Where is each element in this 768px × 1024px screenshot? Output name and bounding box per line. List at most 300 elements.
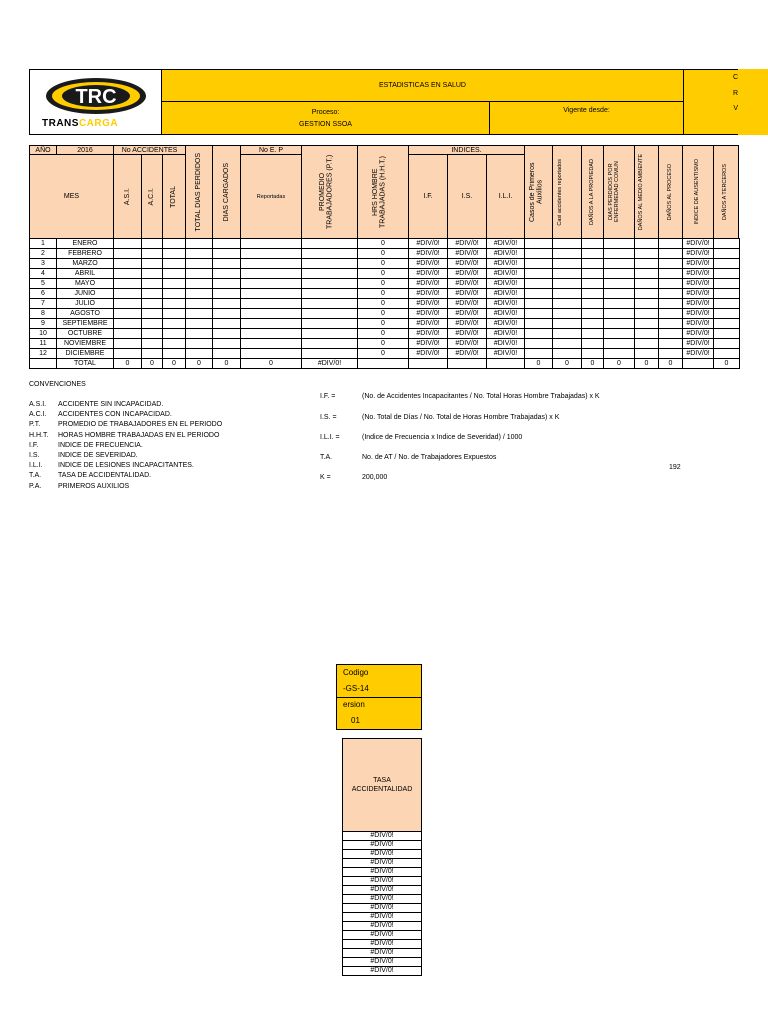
convention-key: H.H.T.	[29, 431, 49, 439]
aci-header: A.C.I.	[141, 154, 163, 239]
tasa-value: #DIV/0!	[343, 967, 422, 976]
row-ili: #DIV/0!	[487, 319, 525, 329]
tasa-row	[343, 967, 422, 976]
empty-cell	[582, 259, 604, 269]
empty-cell	[241, 249, 302, 259]
empty-cell	[659, 319, 683, 329]
empty-cell	[714, 269, 740, 279]
formula-key: K =	[320, 474, 331, 481]
empty-cell	[241, 269, 302, 279]
row-ausentismo: #DIV/0!	[683, 339, 714, 349]
convention-value: HORAS HOMBRE TRABAJADAS EN EL PERIODO	[58, 431, 220, 439]
convention-value: INDICE DE SEVERIDAD.	[58, 452, 138, 459]
convention-key: P.A.	[29, 482, 42, 490]
total-rep: 0	[241, 359, 302, 369]
total-aci: 0	[142, 359, 163, 369]
version-label: ersion	[343, 700, 365, 709]
row-month: SEPTIEMBRE	[57, 319, 114, 329]
row-ausentismo: #DIV/0!	[683, 349, 714, 359]
row-if: #DIV/0!	[409, 299, 448, 309]
ano-label: AÑO	[29, 145, 57, 155]
empty-cell	[213, 279, 241, 289]
empty-cell	[553, 259, 582, 269]
danos-terceros-header: DAÑOS A TERCEROS	[713, 145, 739, 239]
row-ili: #DIV/0!	[487, 289, 525, 299]
table-row	[30, 339, 740, 349]
formula-value: (No. Total de Días / No. Total de Horas Hombre Trabajadas) x K	[362, 414, 560, 421]
tasa-row	[343, 922, 422, 931]
row-number: 8	[30, 309, 57, 319]
table-row	[30, 239, 740, 249]
empty-cell	[186, 289, 213, 299]
tasa-row	[343, 841, 422, 850]
tasa-row	[343, 949, 422, 958]
empty-cell	[114, 289, 142, 299]
row-month: AGOSTO	[57, 309, 114, 319]
row-is: #DIV/0!	[448, 319, 487, 329]
empty-cell	[241, 289, 302, 299]
empty-cell	[302, 329, 358, 339]
empty-cell	[142, 299, 163, 309]
tasa-row	[343, 868, 422, 877]
table-row	[30, 249, 740, 259]
table-row	[30, 349, 740, 359]
tasa-value: #DIV/0!	[343, 868, 422, 877]
empty-cell	[241, 279, 302, 289]
row-hht: 0	[358, 299, 409, 309]
row-hht: 0	[358, 239, 409, 249]
table-row	[30, 319, 740, 329]
row-number: 11	[30, 339, 57, 349]
empty-cell	[553, 309, 582, 319]
empty-cell	[553, 329, 582, 339]
empty-cell	[163, 239, 186, 249]
empty-cell	[142, 269, 163, 279]
tasa-value: #DIV/0!	[343, 958, 422, 967]
row-hht: 0	[358, 249, 409, 259]
empty-cell	[186, 299, 213, 309]
empty-cell	[302, 239, 358, 249]
empty-cell	[525, 269, 553, 279]
convention-value: PROMEDIO DE TRABAJADORES EN EL PERIODO	[58, 421, 223, 429]
row-hht: 0	[358, 289, 409, 299]
empty-cell	[213, 309, 241, 319]
empty-cell	[604, 309, 635, 319]
stats-table-body	[29, 238, 740, 369]
empty-cell	[582, 329, 604, 339]
empty-cell	[714, 299, 740, 309]
row-hht: 0	[358, 259, 409, 269]
tasa-value: #DIV/0!	[343, 913, 422, 922]
row-is: #DIV/0!	[448, 309, 487, 319]
empty-cell	[659, 259, 683, 269]
no-ep-header: No E. P	[240, 145, 302, 155]
empty-cell	[241, 339, 302, 349]
right-c: C	[732, 74, 738, 81]
empty-cell	[142, 349, 163, 359]
empty-cell	[525, 319, 553, 329]
empty-cell	[213, 289, 241, 299]
row-is: #DIV/0!	[448, 349, 487, 359]
empty-cell	[114, 309, 142, 319]
row-if: #DIV/0!	[409, 329, 448, 339]
row-month: JUNIO	[57, 289, 114, 299]
empty-cell	[142, 279, 163, 289]
tasa-row	[343, 904, 422, 913]
empty-cell	[114, 249, 142, 259]
row-month: FEBRERO	[57, 249, 114, 259]
empty-cell	[582, 349, 604, 359]
empty-cell	[683, 359, 714, 369]
total-label: TOTAL	[57, 359, 114, 369]
empty-cell	[553, 239, 582, 249]
empty-cell	[553, 319, 582, 329]
row-ausentismo: #DIV/0!	[683, 329, 714, 339]
tasa-value: #DIV/0!	[343, 841, 422, 850]
codigo-value: -GS-14	[343, 684, 369, 693]
tasa-value: #DIV/0!	[343, 877, 422, 886]
empty-cell	[604, 299, 635, 309]
table-row	[30, 269, 740, 279]
empty-cell	[659, 299, 683, 309]
empty-cell	[302, 349, 358, 359]
convention-key: P.T.	[29, 421, 41, 429]
row-month: MAYO	[57, 279, 114, 289]
empty-cell	[302, 299, 358, 309]
empty-cell	[213, 239, 241, 249]
row-is: #DIV/0!	[448, 339, 487, 349]
empty-cell	[604, 249, 635, 259]
tasa-value: #DIV/0!	[343, 832, 422, 841]
empty-cell	[659, 309, 683, 319]
row-number: 2	[30, 249, 57, 259]
proceso-label: Proceso:	[311, 108, 340, 116]
row-number: 3	[30, 259, 57, 269]
empty-cell	[163, 329, 186, 339]
hrs-header: HRS HOMBRE TRABAJADAS (H.H.T.)	[357, 145, 409, 239]
convention-value: INDICE DE LESIONES INCAPACITANTES.	[58, 462, 194, 470]
convention-key: T.A.	[29, 472, 42, 480]
empty-cell	[114, 239, 142, 249]
if-header: I.F.	[408, 154, 448, 239]
ano-value: 2016	[56, 145, 114, 155]
empty-cell	[163, 339, 186, 349]
empty-cell	[604, 319, 635, 329]
row-month: MARZO	[57, 259, 114, 269]
row-is: #DIV/0!	[448, 289, 487, 299]
convention-value: PRIMEROS AUXILIOS	[58, 482, 130, 490]
empty-cell	[525, 279, 553, 289]
empty-cell	[409, 359, 448, 369]
empty-cell	[114, 259, 142, 269]
empty-cell	[241, 309, 302, 319]
total-dma: 0	[635, 359, 659, 369]
row-hht: 0	[358, 349, 409, 359]
empty-cell	[241, 329, 302, 339]
row-ili: #DIV/0!	[487, 299, 525, 309]
dias-cargados-header: DIAS CARGADOS	[212, 145, 241, 239]
row-ili: #DIV/0!	[487, 269, 525, 279]
empty-cell	[186, 329, 213, 339]
row-is: #DIV/0!	[448, 279, 487, 289]
convention-value: INDICE DE FRECUENCIA.	[58, 441, 143, 449]
empty-cell	[525, 239, 553, 249]
empty-cell	[635, 309, 659, 319]
row-if: #DIV/0!	[409, 319, 448, 329]
empty-cell	[213, 249, 241, 259]
table-row	[30, 259, 740, 269]
row-hht: 0	[358, 339, 409, 349]
empty-cell	[635, 339, 659, 349]
empty-cell	[525, 339, 553, 349]
row-ili: #DIV/0!	[487, 339, 525, 349]
empty-cell	[114, 299, 142, 309]
empty-cell	[186, 309, 213, 319]
empty-cell	[142, 339, 163, 349]
tasa-value: #DIV/0!	[343, 931, 422, 940]
row-number: 1	[30, 239, 57, 249]
codigo-box	[336, 664, 422, 730]
row-ili: #DIV/0!	[487, 259, 525, 269]
table-row	[30, 309, 740, 319]
empty-cell	[635, 289, 659, 299]
empty-cell	[659, 339, 683, 349]
row-number: 7	[30, 299, 57, 309]
empty-cell	[604, 239, 635, 249]
empty-cell	[659, 269, 683, 279]
empty-cell	[604, 339, 635, 349]
row-ausentismo: #DIV/0!	[683, 269, 714, 279]
empty-cell	[163, 299, 186, 309]
right-r: R	[732, 90, 738, 97]
total-dt: 0	[714, 359, 740, 369]
empty-cell	[582, 239, 604, 249]
conventions-title: CONVENCIONES	[29, 381, 86, 388]
empty-cell	[659, 239, 683, 249]
empty-cell	[582, 269, 604, 279]
empty-cell	[302, 269, 358, 279]
tasa-row	[343, 850, 422, 859]
row-month: DICIEMBRE	[57, 349, 114, 359]
empty-cell	[714, 339, 740, 349]
convention-value: ACCIDENTE SIN INCAPACIDAD.	[58, 401, 164, 408]
tasa-value: #DIV/0!	[343, 949, 422, 958]
empty-cell	[213, 329, 241, 339]
row-ausentismo: #DIV/0!	[683, 319, 714, 329]
empty-cell	[114, 329, 142, 339]
tasa-row	[343, 832, 422, 841]
formula-key: I.S. =	[320, 414, 337, 421]
ili-header: I.L.I.	[486, 154, 525, 239]
table-row	[30, 289, 740, 299]
empty-cell	[302, 319, 358, 329]
empty-cell	[635, 259, 659, 269]
indice-ausentismo-header: INDICE DE AUSENTISMO	[682, 145, 714, 239]
empty-cell	[635, 329, 659, 339]
total-dc: 0	[213, 359, 241, 369]
empty-cell	[659, 289, 683, 299]
empty-cell	[241, 299, 302, 309]
row-if: #DIV/0!	[409, 269, 448, 279]
empty-cell	[213, 259, 241, 269]
empty-cell	[553, 339, 582, 349]
empty-cell	[358, 359, 409, 369]
empty-cell	[142, 249, 163, 259]
row-if: #DIV/0!	[409, 259, 448, 269]
row-if: #DIV/0!	[409, 239, 448, 249]
empty-cell	[582, 299, 604, 309]
empty-cell	[186, 349, 213, 359]
dias-perdidos-enf-header: DIAS PERDIDOS POR ENFERMEDAD COMUN	[603, 145, 635, 239]
row-hht: 0	[358, 309, 409, 319]
empty-cell	[553, 349, 582, 359]
row-number: 4	[30, 269, 57, 279]
mes-header: MES	[29, 154, 114, 239]
tasa-row	[343, 958, 422, 967]
tasa-row	[343, 877, 422, 886]
row-number: 12	[30, 349, 57, 359]
empty-cell	[302, 279, 358, 289]
empty-cell	[142, 259, 163, 269]
indices-header: INDICES.	[408, 145, 525, 155]
empty-cell	[302, 289, 358, 299]
row-ausentismo: #DIV/0!	[683, 239, 714, 249]
casi-accidentes-header: Casi accidentes reportados	[552, 145, 582, 239]
empty-cell	[553, 289, 582, 299]
report-title: ESTADISTICAS EN SALUD	[161, 69, 684, 102]
formula-key: I.F. =	[320, 393, 336, 400]
empty-cell	[604, 269, 635, 279]
empty-cell	[604, 349, 635, 359]
tasa-value: #DIV/0!	[343, 922, 422, 931]
row-month: NOVIEMBRE	[57, 339, 114, 349]
empty-cell	[659, 349, 683, 359]
formula-value: (Indice de Frecuencia x Indice de Severidad) / 1000	[362, 434, 523, 441]
row-ili: #DIV/0!	[487, 279, 525, 289]
empty-cell	[582, 289, 604, 299]
empty-cell	[142, 329, 163, 339]
row-number: 6	[30, 289, 57, 299]
empty-cell	[714, 279, 740, 289]
danos-medio-header: DAÑOS AL MEDIO AMBIENTE	[634, 145, 659, 239]
empty-cell	[604, 289, 635, 299]
total-asi: 0	[114, 359, 142, 369]
empty-cell	[659, 249, 683, 259]
row-month: ABRIL	[57, 269, 114, 279]
convention-value: ACCIDENTES CON INCAPACIDAD.	[58, 411, 172, 419]
empty-cell	[241, 319, 302, 329]
tasa-header: TASA ACCIDENTALIDAD	[342, 738, 422, 832]
logo-cell	[29, 69, 162, 135]
row-ausentismo: #DIV/0!	[683, 299, 714, 309]
convention-key: A.C.I.	[29, 411, 47, 419]
empty-cell	[163, 349, 186, 359]
formula-value: 200,000	[362, 474, 388, 481]
empty-cell	[186, 279, 213, 289]
convention-key: I.L.I.	[29, 462, 43, 470]
empty-cell	[714, 259, 740, 269]
table-row	[30, 279, 740, 289]
empty-cell	[659, 329, 683, 339]
total-dpe: 0	[604, 359, 635, 369]
total-dp: 0	[582, 359, 604, 369]
tasa-value: #DIV/0!	[343, 859, 422, 868]
formula-key: T.A.	[320, 454, 333, 461]
empty-cell	[163, 279, 186, 289]
empty-cell	[525, 289, 553, 299]
convention-key: A.S.I.	[29, 401, 47, 408]
proceso-value: GESTION SSOA	[299, 120, 352, 128]
row-is: #DIV/0!	[448, 259, 487, 269]
empty-cell	[714, 309, 740, 319]
logo-brand-a: TRANS	[42, 118, 79, 129]
table-row	[30, 299, 740, 309]
row-hht: 0	[358, 279, 409, 289]
row-if: #DIV/0!	[409, 309, 448, 319]
svg-text:TRC: TRC	[74, 86, 117, 108]
empty-cell	[114, 319, 142, 329]
promedio-header: PROMEDIO TRABAJADORES (P.T.)	[301, 145, 358, 239]
tasa-table	[342, 831, 422, 976]
empty-cell	[241, 259, 302, 269]
convention-key: I.S.	[29, 452, 40, 459]
empty-cell	[714, 249, 740, 259]
empty-cell	[635, 279, 659, 289]
row-ili: #DIV/0!	[487, 239, 525, 249]
empty-cell	[582, 249, 604, 259]
total-dias-perdidos-header: TOTAL DIAS PERDIDOS	[185, 145, 213, 239]
empty-cell	[487, 359, 525, 369]
empty-cell	[582, 319, 604, 329]
row-ausentismo: #DIV/0!	[683, 249, 714, 259]
formula-value: (No. de Accidentes Incapacitantes / No. Total Horas Hombre Trabajadas) x K	[362, 393, 600, 400]
tasa-row	[343, 940, 422, 949]
empty-cell	[525, 329, 553, 339]
empty-cell	[302, 339, 358, 349]
empty-cell	[582, 309, 604, 319]
tasa-value: #DIV/0!	[343, 940, 422, 949]
right-yellow-strip	[738, 69, 768, 135]
empty-cell	[186, 319, 213, 329]
version-value: 01	[351, 716, 360, 725]
row-number: 9	[30, 319, 57, 329]
row-hht: 0	[358, 329, 409, 339]
empty-cell	[525, 299, 553, 309]
empty-cell	[604, 259, 635, 269]
logo-brand-b: CARGA	[78, 118, 119, 129]
total-prom: #DIV/0!	[302, 359, 358, 369]
row-ili: #DIV/0!	[487, 309, 525, 319]
empty-cell	[604, 279, 635, 289]
empty-cell	[142, 239, 163, 249]
vigente-cell: Vigente desde:	[489, 101, 684, 135]
empty-cell	[213, 339, 241, 349]
empty-cell	[635, 349, 659, 359]
empty-cell	[714, 329, 740, 339]
empty-cell	[213, 349, 241, 359]
empty-cell	[163, 289, 186, 299]
empty-cell	[186, 259, 213, 269]
empty-cell	[553, 269, 582, 279]
tasa-row	[343, 859, 422, 868]
tasa-value: #DIV/0!	[343, 895, 422, 904]
empty-cell	[582, 339, 604, 349]
right-v: V	[733, 105, 738, 112]
row-ili: #DIV/0!	[487, 249, 525, 259]
empty-cell	[114, 269, 142, 279]
empty-cell	[30, 359, 57, 369]
danos-proceso-header: DAÑOS AL PROCESO	[658, 145, 683, 239]
